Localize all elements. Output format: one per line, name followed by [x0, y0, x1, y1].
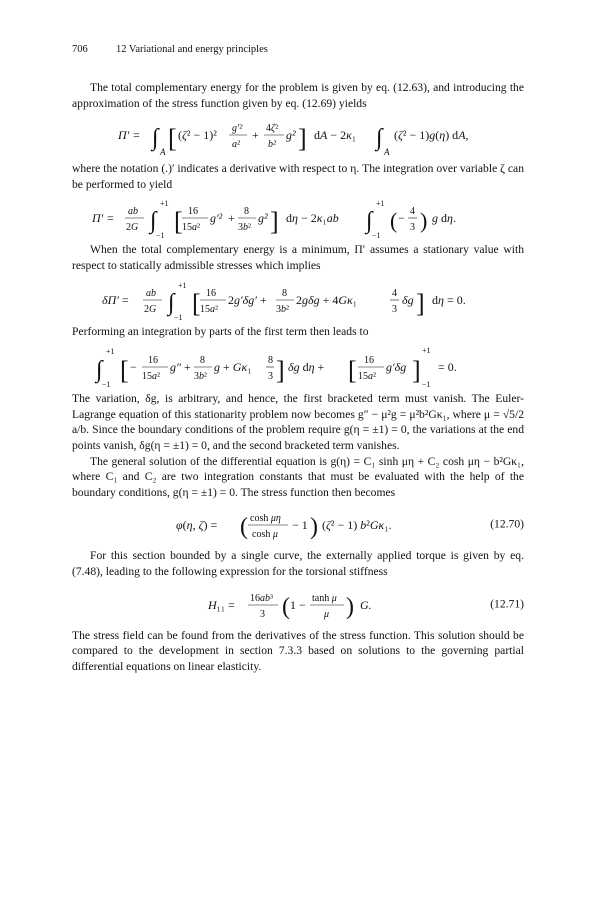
svg-text:8: 8 — [268, 355, 273, 367]
svg-text:A: A — [384, 147, 390, 158]
svg-text:16: 16 — [188, 206, 198, 218]
chapter-title: 12 Variational and energy principles — [116, 44, 268, 55]
svg-text:(ζ² − 1) b²Gκ₁.: (ζ² − 1) b²Gκ₁. — [322, 518, 392, 533]
page-number: 706 — [72, 44, 88, 55]
svg-text:]: ] — [270, 207, 279, 237]
svg-text:−: − — [130, 360, 137, 375]
svg-text:g′δg: g′δg — [386, 360, 407, 375]
svg-text:δg: δg — [402, 292, 414, 307]
svg-text:(: ( — [282, 593, 290, 620]
svg-text:g + Gκ₁: g + Gκ₁ — [214, 360, 252, 375]
svg-text:15a²: 15a² — [142, 371, 160, 383]
svg-text:∫: ∫ — [366, 208, 373, 235]
equation-12-71 — [72, 580, 524, 628]
book-page — [72, 44, 524, 674]
svg-text:g″ +: g″ + — [170, 360, 191, 375]
svg-text:+1: +1 — [106, 347, 115, 357]
equation-1-svg — [72, 111, 524, 161]
svg-text:3: 3 — [410, 222, 415, 234]
svg-text:+1: +1 — [422, 346, 431, 356]
svg-text:16ab³: 16ab³ — [250, 592, 273, 604]
equation-number-12-71: (12.71) — [490, 597, 524, 610]
svg-text:8: 8 — [282, 287, 287, 299]
svg-text:g dη.: g dη. — [432, 211, 456, 226]
svg-text:∫: ∫ — [150, 208, 157, 235]
svg-text:]: ] — [276, 356, 285, 386]
svg-text:g²: g² — [286, 128, 296, 143]
svg-text:−1: −1 — [156, 231, 165, 241]
svg-text:2G: 2G — [144, 303, 157, 315]
svg-text:): ) — [420, 208, 428, 234]
svg-text:16: 16 — [364, 355, 374, 367]
svg-text:g²: g² — [258, 211, 268, 226]
svg-text:φ(η, ζ) =: φ(η, ζ) = — [176, 518, 218, 533]
svg-text:g′²: g′² — [210, 211, 223, 226]
svg-text:]: ] — [416, 288, 425, 318]
svg-text:+: + — [252, 128, 259, 143]
svg-text:−1: −1 — [422, 380, 431, 390]
equation-4-svg — [72, 339, 524, 391]
svg-text:∫: ∫ — [96, 357, 103, 384]
svg-text:b²: b² — [268, 139, 276, 151]
equation-1 — [72, 111, 524, 161]
svg-text:(: ( — [240, 514, 248, 541]
svg-text:3: 3 — [268, 371, 273, 383]
svg-text:3b²: 3b² — [194, 371, 207, 383]
svg-text:∫: ∫ — [376, 125, 383, 152]
svg-text:4: 4 — [410, 206, 415, 218]
svg-text:Π′ =: Π′ = — [118, 128, 141, 143]
paragraph-euler-lagrange: The variation, δg, is arbitrary, and hence, the first bracketed term must vanish. The Euler-Lagrange equation of this stationarity problem now becomes g″ − μ²g = μ²b²Gκ₁, where μ = √5/2 a/b. Since the boundary conditions of the problem require g(η = ±1) = 0, the variations at the end points vanish, δg(η = ±1) = 0, and the second bracketed term vanishes. — [72, 392, 524, 452]
svg-text:δΠ′ =: δΠ′ = — [102, 292, 129, 307]
paragraph-general-solution: The general solution of the differential equation is g(η) = C₁ sinh μη + C₂ cosh μη − b²Gκ₁, where C₁ and C₂ are two integration constants that must be evaluated with the help of the boundary conditions, g(η = ±1) = 0. The stress function then becomes — [72, 454, 524, 499]
svg-text:tanh μ: tanh μ — [312, 592, 337, 604]
equation-3-svg — [72, 274, 524, 324]
svg-text:16: 16 — [148, 355, 158, 367]
svg-text:ab: ab — [146, 287, 156, 299]
svg-text:= 0.: = 0. — [438, 360, 457, 375]
svg-text:a²: a² — [232, 139, 240, 151]
svg-text:+1: +1 — [178, 280, 187, 290]
svg-text:∫: ∫ — [168, 289, 175, 316]
svg-text:2gδg + 4Gκ₁: 2gδg + 4Gκ₁ — [296, 292, 357, 307]
svg-text:cosh μ: cosh μ — [252, 529, 278, 541]
svg-text:ab: ab — [128, 206, 138, 218]
paragraph-stationary: When the total complementary energy is a minimum, Π′ assumes a stationary value with respect to statically admissible stresses which implies — [72, 243, 524, 272]
equation-2-svg — [72, 192, 524, 242]
svg-text:3b²: 3b² — [276, 303, 289, 315]
svg-text:−1: −1 — [174, 312, 183, 322]
equation-12-70 — [72, 500, 524, 548]
svg-text:−: − — [398, 211, 405, 226]
svg-text:(ζ² − 1)g(η) dA,: (ζ² − 1)g(η) dA, — [394, 128, 469, 143]
svg-text:8: 8 — [244, 206, 249, 218]
svg-text:dA − 2κ₁: dA − 2κ₁ — [314, 128, 357, 143]
svg-text:15a²: 15a² — [358, 371, 376, 383]
paragraph-integration: Performing an integration by parts of the first term then leads to — [72, 324, 369, 338]
svg-text:[: [ — [174, 207, 183, 237]
svg-text:15a²: 15a² — [182, 222, 200, 234]
svg-text:δg dη +: δg dη + — [288, 360, 325, 375]
svg-text:(: ( — [390, 208, 398, 234]
equation-2 — [72, 192, 524, 242]
svg-text:dη = 0.: dη = 0. — [432, 292, 466, 307]
svg-text:g′²: g′² — [232, 123, 243, 135]
svg-text:A: A — [160, 147, 166, 158]
equation-3 — [72, 274, 524, 324]
svg-text:1 −: 1 − — [290, 597, 306, 612]
svg-text:3b²: 3b² — [238, 222, 251, 234]
svg-text:3: 3 — [392, 303, 397, 315]
svg-text:[: [ — [192, 288, 201, 318]
svg-text:+1: +1 — [376, 199, 385, 209]
svg-text:2g′δg′ +: 2g′δg′ + — [228, 292, 267, 307]
paragraph-torque: For this section bounded by a single curve, the externally applied torque is given by eq. (7.48), leading to the following expression for the torsional stiffness — [72, 549, 524, 578]
svg-text:dη − 2κ₁ab: dη − 2κ₁ab — [286, 211, 339, 226]
svg-text:−1: −1 — [372, 231, 381, 241]
svg-text:cosh μη: cosh μη — [250, 513, 281, 525]
svg-text:H₁₁ =: H₁₁ = — [208, 597, 235, 612]
equation-number-12-70: (12.70) — [490, 517, 524, 531]
svg-text:]: ] — [412, 356, 421, 386]
svg-text:4: 4 — [392, 287, 397, 299]
svg-text:): ) — [310, 514, 318, 541]
svg-text:15a²: 15a² — [200, 303, 218, 315]
svg-text:(ζ² − 1)²: (ζ² − 1)² — [178, 128, 217, 143]
svg-text:μ: μ — [324, 608, 330, 620]
running-head — [72, 44, 524, 58]
equation-12-70-svg — [72, 500, 524, 548]
svg-text:]: ] — [298, 124, 307, 154]
svg-text:∫: ∫ — [152, 125, 159, 152]
svg-text:16: 16 — [206, 287, 216, 299]
paragraph-stress-field: The stress field can be found from the derivatives of the stress function. This solution should be compared to the development in section 7.3.3 based on solutions to the governing partial differential equations on linear elasticity. — [72, 628, 524, 673]
svg-text:+: + — [228, 211, 235, 226]
svg-text:[: [ — [348, 356, 357, 386]
svg-text:−1: −1 — [102, 380, 111, 390]
svg-text:Π′ =: Π′ = — [92, 211, 115, 226]
paragraph-notation: where the notation (.)′ indicates a derivative with respect to η. The integration over variable ζ can be performed to yield — [72, 162, 524, 191]
svg-text:G.: G. — [360, 597, 372, 612]
svg-text:2G: 2G — [126, 222, 139, 234]
equation-4 — [72, 339, 524, 391]
paragraph-intro: The total complementary energy for the problem is given by eq. (12.63), and introducing the approximation of the stress function given by eq. (12.69) yields — [72, 81, 524, 110]
svg-text:8: 8 — [200, 355, 205, 367]
equation-12-71-svg — [72, 580, 524, 628]
svg-text:+1: +1 — [160, 199, 169, 209]
svg-text:− 1: − 1 — [292, 518, 308, 533]
svg-text:3: 3 — [260, 608, 265, 620]
svg-text:4ζ²: 4ζ² — [266, 123, 279, 135]
svg-text:[: [ — [168, 124, 177, 154]
svg-text:): ) — [346, 593, 354, 620]
svg-text:[: [ — [120, 356, 129, 386]
